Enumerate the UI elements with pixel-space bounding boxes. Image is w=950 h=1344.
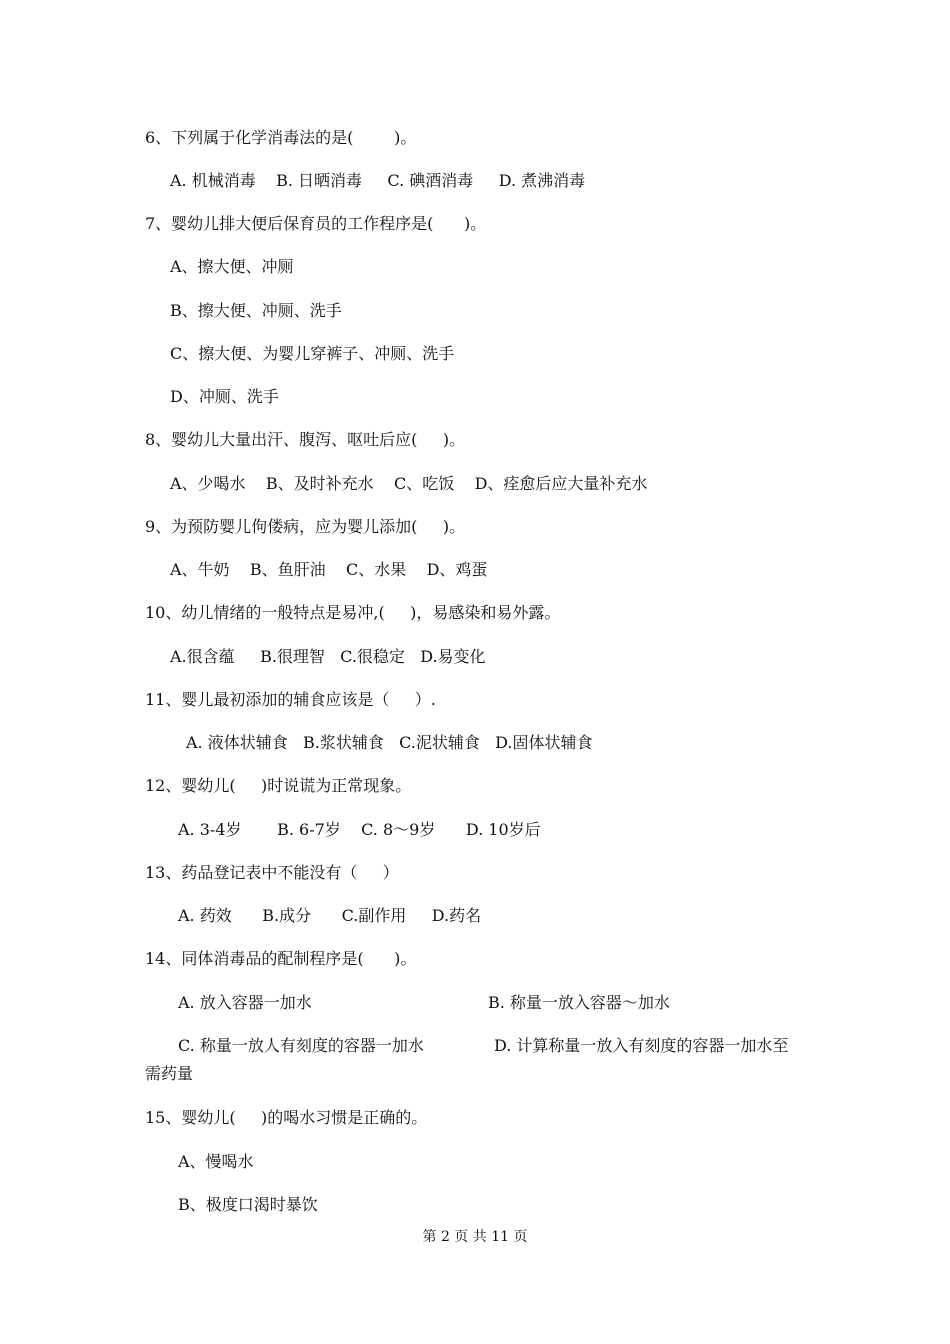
question-8-stem: 8、婴幼儿大量出汗、腹泻、呕吐后应( )。: [145, 430, 466, 449]
question-9-stem: 9、为预防婴儿佝偻病，应为婴儿添加( )。: [145, 517, 466, 536]
question-14-option-a: A. 放入容器一加水: [178, 993, 312, 1012]
question-11-stem: 11、婴儿最初添加的辅食应该是（ ）.: [145, 690, 436, 709]
question-12-stem: 12、婴幼儿( )时说谎为正常现象。: [145, 776, 412, 795]
question-13-options: A. 药效 B.成分 C.副作用 D.药名: [178, 906, 482, 925]
question-13-stem: 13、药品登记表中不能没有（ ）: [145, 863, 399, 882]
question-10-stem: 10、幼儿情绪的一般特点是易冲,( )，易感染和易外露。: [145, 603, 561, 622]
question-7-option-a: A、擦大便、冲厕: [170, 257, 294, 276]
question-14-option-d-continued: 需药量: [145, 1064, 194, 1083]
question-14-stem: 14、同体消毒品的配制程序是( )。: [145, 949, 417, 968]
question-7-option-c: C、擦大便、为婴儿穿裤子、冲厕、洗手: [170, 344, 455, 363]
question-7-option-b: B、擦大便、冲厕、洗手: [170, 301, 342, 320]
question-6-stem: 6、下列属于化学消毒法的是( )。: [145, 128, 417, 147]
question-15-stem: 15、婴幼儿( )的喝水习惯是正确的。: [145, 1108, 428, 1127]
question-8-options: A、少喝水 B、及时补充水 C、吃饭 D、痊愈后应大量补充水: [170, 474, 648, 493]
question-15-option-b: B、极度口渴时暴饮: [178, 1195, 318, 1214]
question-12-options: A. 3-4岁 B. 6-7岁 C. 8～9岁 D. 10岁后: [178, 820, 541, 839]
page-number-footer: 第 2 页 共 11 页: [422, 1229, 528, 1245]
question-6-options: A. 机械消毒 B. 日晒消毒 C. 碘酒消毒 D. 煮沸消毒: [170, 171, 586, 190]
question-7-stem: 7、婴幼儿排大便后保育员的工作程序是( )。: [145, 214, 487, 233]
question-7-option-d: D、冲厕、洗手: [170, 387, 279, 406]
question-14-option-c: C. 称量一放人有刻度的容器一加水: [178, 1036, 424, 1055]
question-10-options: A.很含蕴 B.很理智 C.很稳定 D.易变化: [170, 647, 486, 666]
question-9-options: A、牛奶 B、鱼肝油 C、水果 D、鸡蛋: [170, 560, 488, 579]
question-11-options: A. 液体状辅食 B.浆状辅食 C.泥状辅食 D.固体状辅食: [186, 733, 593, 752]
question-14-option-d: D. 计算称量一放入有刻度的容器一加水至: [494, 1036, 789, 1055]
question-15-option-a: A、慢喝水: [178, 1152, 254, 1171]
question-14-option-b: B. 称量一放入容器～加水: [488, 993, 670, 1012]
